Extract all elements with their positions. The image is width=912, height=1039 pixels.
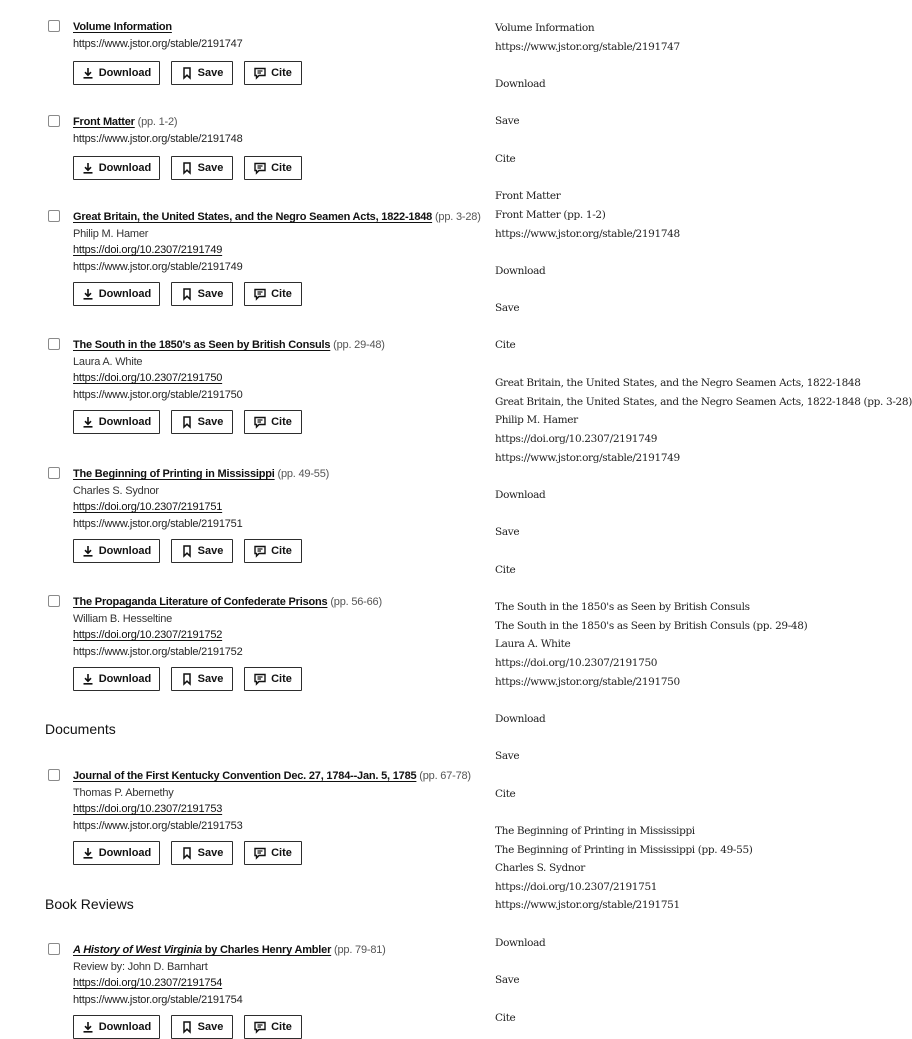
- text-save[interactable]: Save: [495, 750, 520, 762]
- article-title-link[interactable]: [73, 944, 331, 956]
- download-button[interactable]: [73, 1015, 160, 1039]
- download-button[interactable]: [73, 282, 160, 306]
- download-button[interactable]: [73, 156, 160, 180]
- article-title-link[interactable]: The Beginning of Printing in Mississippi: [73, 468, 275, 480]
- article-title-link[interactable]: The Propaganda Literature of Confederate Prisons: [73, 596, 328, 608]
- text-doi: https://doi.org/10.2307/2191749: [495, 433, 658, 445]
- text-cite[interactable]: Cite: [495, 564, 516, 576]
- item-actions: [73, 667, 483, 691]
- item-actions: [73, 1015, 483, 1039]
- select-checkbox[interactable]: [48, 769, 60, 781]
- cite-button[interactable]: [244, 539, 302, 563]
- download-label: Download: [98, 288, 152, 301]
- doi-link[interactable]: https://doi.org/10.2307/2191751: [73, 501, 223, 514]
- bookmark-icon: [181, 288, 193, 300]
- text-download[interactable]: Download: [495, 78, 546, 90]
- text-cite[interactable]: Cite: [495, 1012, 516, 1024]
- author: Charles S. Sydnor: [73, 484, 159, 497]
- select-checkbox[interactable]: [48, 943, 60, 955]
- download-icon: [82, 847, 94, 859]
- download-button[interactable]: [73, 667, 160, 691]
- save-button[interactable]: [171, 1015, 233, 1039]
- author: Thomas P. Abernethy: [73, 786, 174, 799]
- bookmark-icon: [181, 545, 193, 557]
- section-heading-book-reviews: Book Reviews: [45, 896, 134, 912]
- download-label: Download: [98, 673, 152, 686]
- save-label: Save: [197, 162, 224, 175]
- article-title-link[interactable]: Journal of the First Kentucky Convention Dec. 27, 1784--Jan. 5, 1785: [73, 770, 417, 782]
- item-actions: [73, 410, 483, 434]
- text-download[interactable]: Download: [495, 713, 546, 725]
- save-label: Save: [197, 416, 224, 429]
- text-title: The South in the 1850's as Seen by British Consuls: [495, 601, 750, 613]
- download-label: Download: [98, 67, 152, 80]
- author: William B. Hesseltine: [73, 612, 173, 625]
- cite-button[interactable]: [244, 667, 302, 691]
- download-label: Download: [98, 545, 152, 558]
- text-save[interactable]: Save: [495, 526, 520, 538]
- text-title: Volume Information: [495, 22, 595, 34]
- save-label: Save: [197, 545, 224, 558]
- cite-button[interactable]: [244, 841, 302, 865]
- item-actions: [73, 61, 483, 85]
- text-title-pages: The South in the 1850's as Seen by British Consuls (pp. 29-48): [495, 620, 808, 632]
- download-label: Download: [98, 416, 152, 429]
- select-checkbox[interactable]: [48, 338, 60, 350]
- save-button[interactable]: [171, 61, 233, 85]
- item-actions: [73, 282, 483, 306]
- stable-url: https://www.jstor.org/stable/2191749: [73, 260, 243, 273]
- stable-url: https://www.jstor.org/stable/2191753: [73, 819, 243, 832]
- save-button[interactable]: [171, 282, 233, 306]
- save-label: Save: [197, 67, 224, 80]
- item-actions: [73, 156, 483, 180]
- section-heading-documents: Documents: [45, 721, 116, 737]
- reviewer: Review by: John D. Barnhart: [73, 960, 208, 973]
- quote-bubble-icon: [254, 673, 266, 685]
- stable-url: https://www.jstor.org/stable/2191754: [73, 993, 243, 1006]
- stable-url: https://www.jstor.org/stable/2191747: [73, 37, 243, 50]
- select-checkbox[interactable]: [48, 115, 60, 127]
- save-label: Save: [197, 1021, 224, 1034]
- author: Laura A. White: [73, 355, 143, 368]
- cite-button[interactable]: [244, 282, 302, 306]
- select-checkbox[interactable]: [48, 595, 60, 607]
- quote-bubble-icon: [254, 67, 266, 79]
- text-download[interactable]: Download: [495, 265, 546, 277]
- text-stable-url: https://www.jstor.org/stable/2191751: [495, 899, 680, 911]
- download-icon: [82, 673, 94, 685]
- cite-label: Cite: [271, 673, 292, 686]
- bookmark-icon: [181, 416, 193, 428]
- text-title: Great Britain, the United States, and the Negro Seamen Acts, 1822-1848: [495, 377, 861, 389]
- text-author: Charles S. Sydnor: [495, 862, 585, 874]
- item-actions: [73, 841, 483, 865]
- stable-url: https://www.jstor.org/stable/2191752: [73, 645, 243, 658]
- text-download[interactable]: Download: [495, 489, 546, 501]
- text-title-pages: Front Matter (pp. 1-2): [495, 209, 606, 221]
- text-doi: https://doi.org/10.2307/2191750: [495, 657, 658, 669]
- text-title: Front Matter: [495, 190, 561, 202]
- download-label: Download: [98, 1021, 152, 1034]
- text-download[interactable]: Download: [495, 937, 546, 949]
- bookmark-icon: [181, 67, 193, 79]
- text-title-pages: The Beginning of Printing in Mississippi (pp. 49-55): [495, 844, 753, 856]
- item-actions: [73, 539, 483, 563]
- text-save[interactable]: Save: [495, 302, 520, 314]
- doi-link[interactable]: https://doi.org/10.2307/2191753: [73, 803, 223, 816]
- save-label: Save: [197, 288, 224, 301]
- page-range: (pp. 79-81): [334, 944, 386, 956]
- download-icon: [82, 1021, 94, 1033]
- article-title-link[interactable]: Great Britain, the United States, and the Negro Seamen Acts, 1822-1848: [73, 211, 433, 223]
- stable-url: https://www.jstor.org/stable/2191748: [73, 132, 243, 145]
- cite-label: Cite: [271, 847, 292, 860]
- page-range: (pp. 29-48): [333, 339, 385, 351]
- doi-link[interactable]: https://doi.org/10.2307/2191749: [73, 244, 223, 257]
- quote-bubble-icon: [254, 416, 266, 428]
- stable-url: https://www.jstor.org/stable/2191750: [73, 388, 243, 401]
- download-button[interactable]: [73, 61, 160, 85]
- text-stable-url: https://www.jstor.org/stable/2191748: [495, 228, 680, 240]
- download-button[interactable]: [73, 841, 160, 865]
- page-range: (pp. 49-55): [277, 468, 330, 480]
- article-title-link[interactable]: Front Matter: [73, 116, 135, 128]
- select-checkbox[interactable]: [48, 20, 60, 32]
- text-save[interactable]: Save: [495, 974, 520, 986]
- download-icon: [82, 416, 94, 428]
- save-button[interactable]: [171, 410, 233, 434]
- text-author: Laura A. White: [495, 638, 571, 650]
- download-label: Download: [98, 162, 152, 175]
- quote-bubble-icon: [254, 1021, 266, 1033]
- text-stable-url: https://www.jstor.org/stable/2191749: [495, 452, 680, 464]
- cite-label: Cite: [271, 1021, 292, 1034]
- text-doi: https://doi.org/10.2307/2191751: [495, 881, 658, 893]
- book-title: A History of West Virginia: [73, 944, 202, 956]
- cite-label: Cite: [271, 545, 292, 558]
- cite-label: Cite: [271, 162, 292, 175]
- stable-url: https://www.jstor.org/stable/2191751: [73, 517, 243, 530]
- text-cite[interactable]: Cite: [495, 153, 516, 165]
- text-stable-url: https://www.jstor.org/stable/2191747: [495, 41, 680, 53]
- save-button[interactable]: [171, 156, 233, 180]
- text-save[interactable]: Save: [495, 115, 520, 127]
- bookmark-icon: [181, 162, 193, 174]
- save-label: Save: [197, 673, 224, 686]
- page-range: (pp. 1-2): [137, 116, 178, 128]
- cite-button[interactable]: [244, 410, 302, 434]
- text-title-pages: Great Britain, the United States, and the Negro Seamen Acts, 1822-1848 (pp. 3-28): [495, 396, 912, 408]
- download-icon: [82, 162, 94, 174]
- article-title-link[interactable]: The South in the 1850's as Seen by British Consuls: [73, 339, 331, 351]
- text-cite[interactable]: Cite: [495, 339, 516, 351]
- cite-button[interactable]: [244, 61, 302, 85]
- book-author: by Charles Henry Ambler: [201, 944, 332, 956]
- doi-link[interactable]: https://doi.org/10.2307/2191750: [73, 372, 223, 385]
- download-icon: [82, 545, 94, 557]
- page-range: (pp. 3-28): [434, 211, 481, 223]
- author: Philip M. Hamer: [73, 227, 149, 240]
- download-label: Download: [98, 847, 152, 860]
- text-stable-url: https://www.jstor.org/stable/2191750: [495, 676, 680, 688]
- doi-link[interactable]: https://doi.org/10.2307/2191754: [73, 977, 223, 990]
- cite-label: Cite: [271, 67, 292, 80]
- quote-bubble-icon: [254, 162, 266, 174]
- save-button[interactable]: [171, 539, 233, 563]
- download-button[interactable]: [73, 539, 160, 563]
- page-range: (pp. 56-66): [330, 596, 382, 608]
- cite-label: Cite: [271, 416, 292, 429]
- cite-button[interactable]: [244, 156, 302, 180]
- doi-link[interactable]: https://doi.org/10.2307/2191752: [73, 629, 223, 642]
- select-checkbox[interactable]: [48, 210, 60, 222]
- save-button[interactable]: [171, 841, 233, 865]
- bookmark-icon: [181, 847, 193, 859]
- article-title-link[interactable]: Volume Information: [73, 21, 172, 33]
- bookmark-icon: [181, 1021, 193, 1033]
- quote-bubble-icon: [254, 545, 266, 557]
- text-cite[interactable]: Cite: [495, 788, 516, 800]
- select-checkbox[interactable]: [48, 467, 60, 479]
- text-author: Philip M. Hamer: [495, 414, 578, 426]
- download-icon: [82, 288, 94, 300]
- quote-bubble-icon: [254, 847, 266, 859]
- save-button[interactable]: [171, 667, 233, 691]
- cite-button[interactable]: [244, 1015, 302, 1039]
- save-label: Save: [197, 847, 224, 860]
- quote-bubble-icon: [254, 288, 266, 300]
- page-range: (pp. 67-78): [419, 770, 471, 782]
- download-icon: [82, 67, 94, 79]
- cite-label: Cite: [271, 288, 292, 301]
- download-button[interactable]: [73, 410, 160, 434]
- text-title: The Beginning of Printing in Mississippi: [495, 825, 695, 837]
- bookmark-icon: [181, 673, 193, 685]
